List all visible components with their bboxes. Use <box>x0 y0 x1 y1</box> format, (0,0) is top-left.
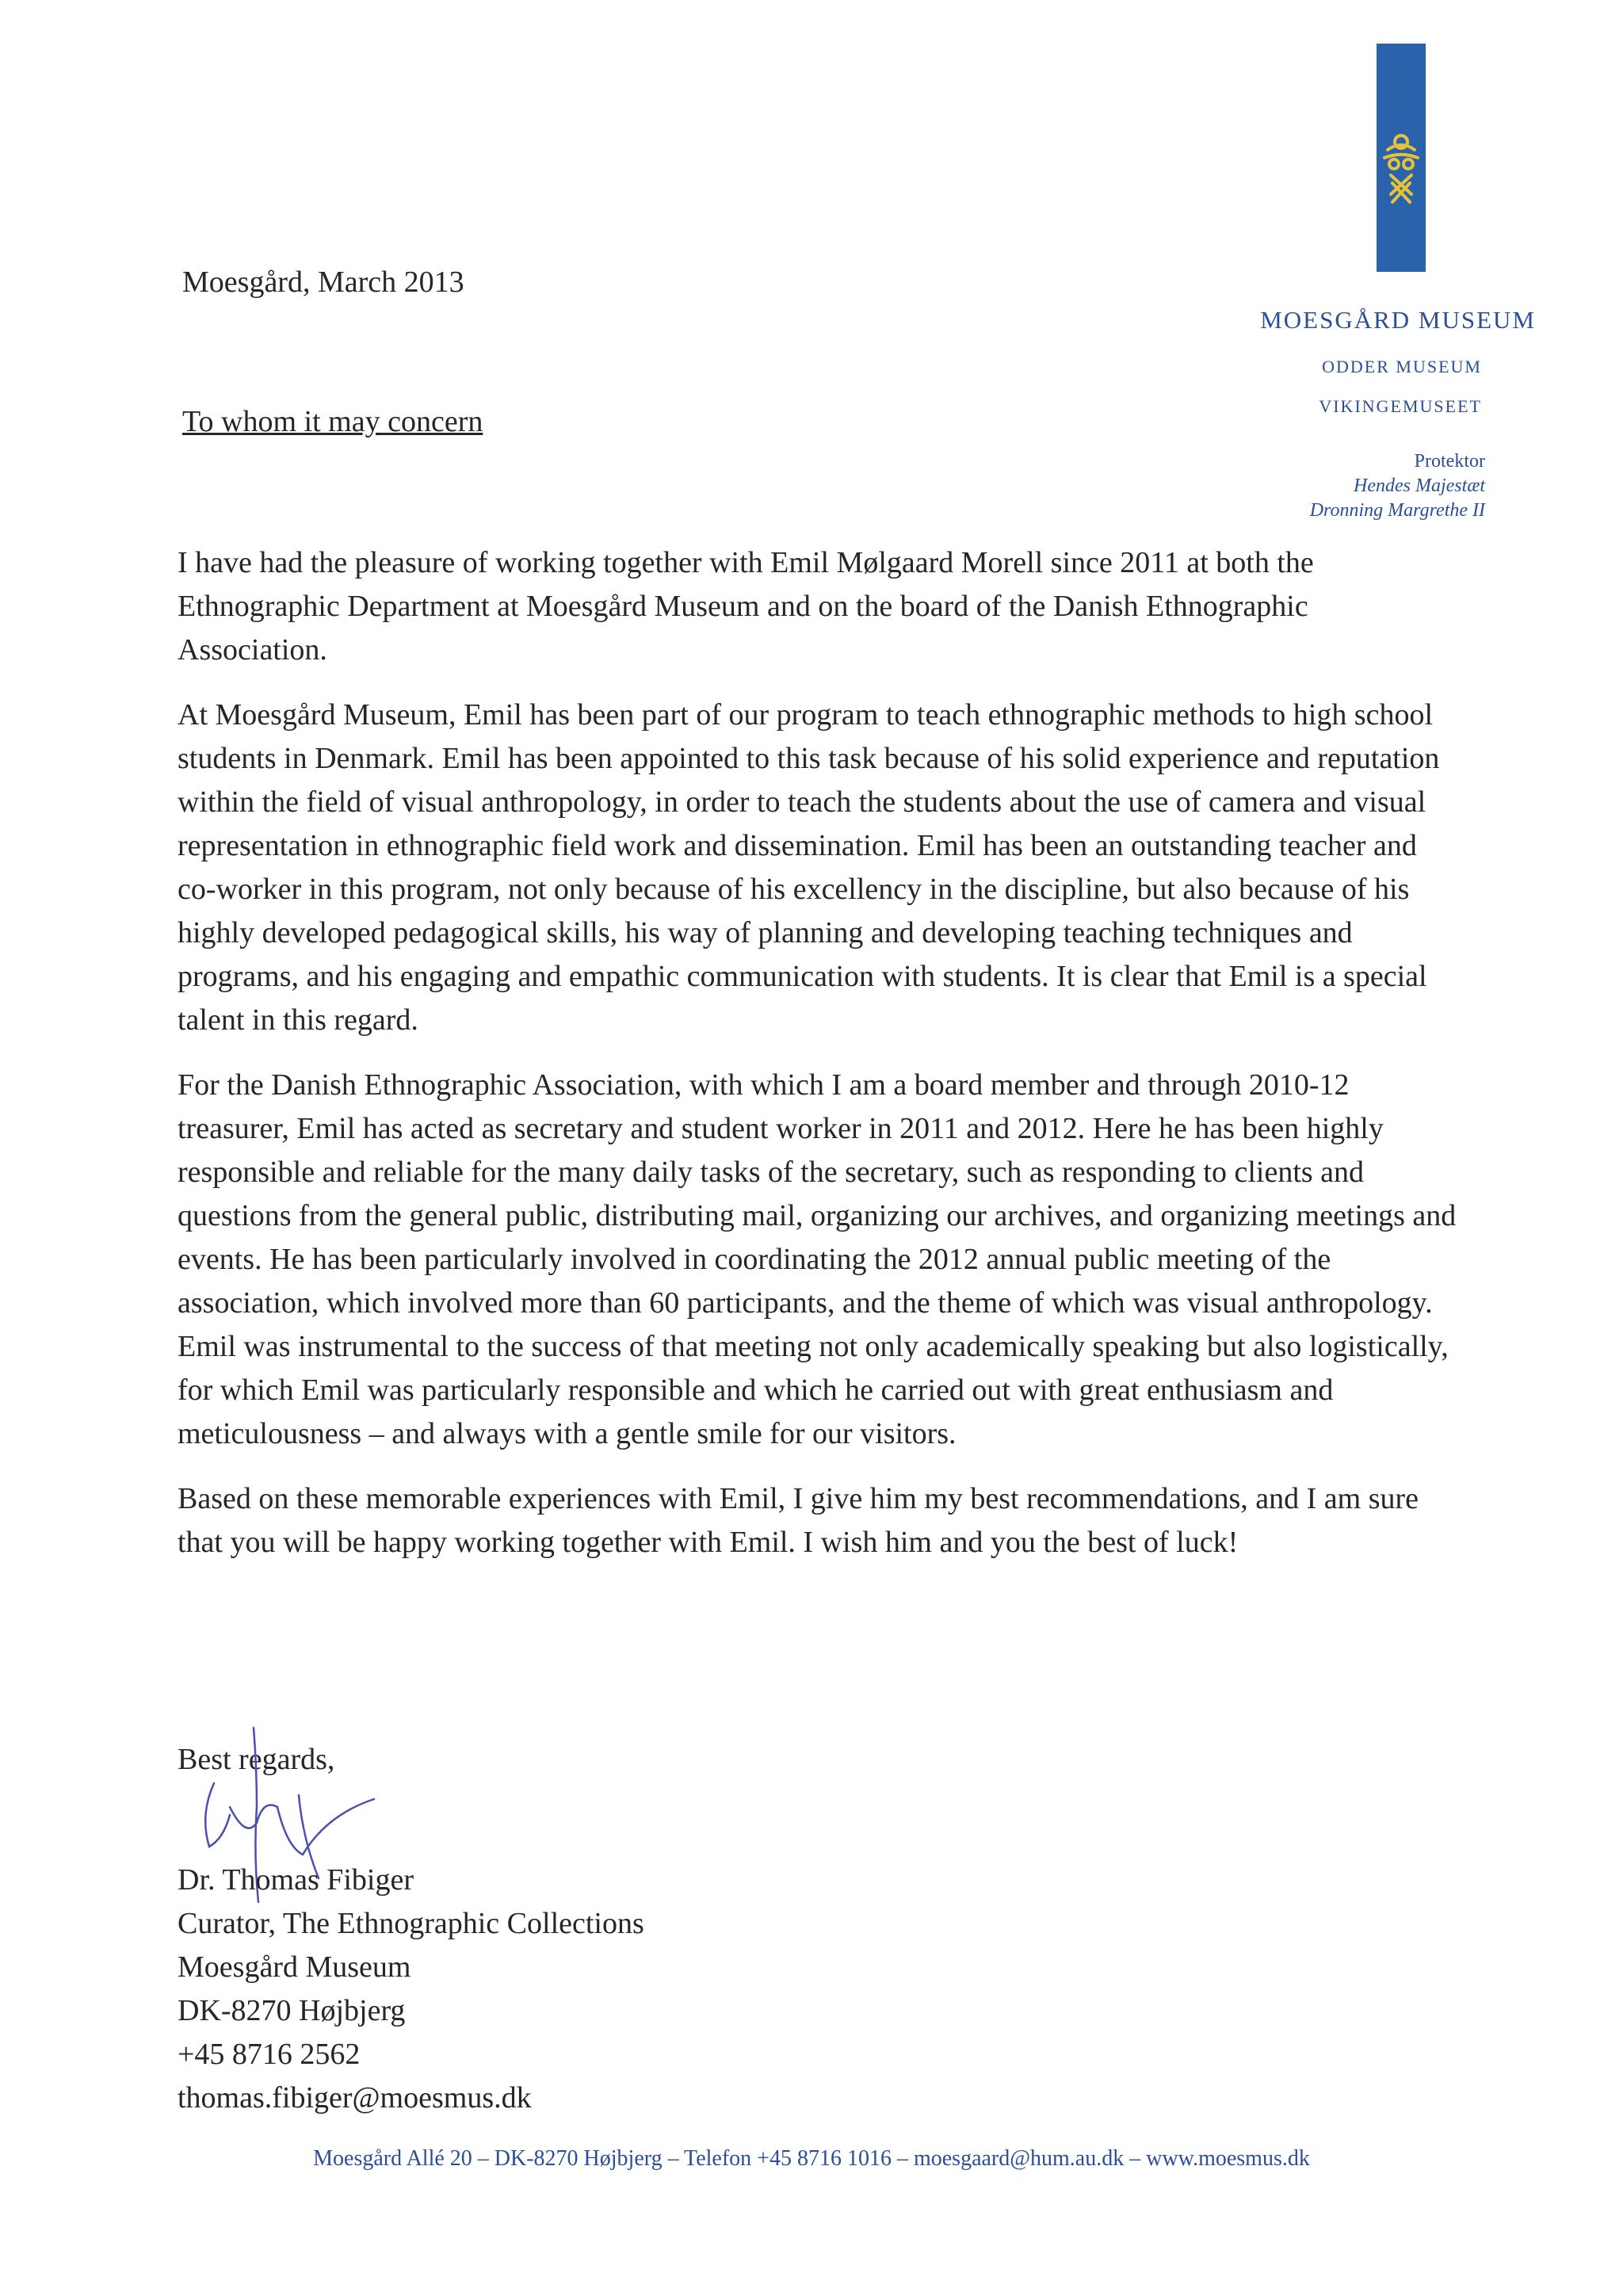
mask-emblem-icon <box>1377 131 1426 210</box>
paragraph-1: I have had the pleasure of working together with Emil Mølgaard Morell since 2011 at both the Ethnographic Department at Moesgård Museum and on the board of the Danish Ethnographic Association. <box>178 546 1314 667</box>
closing: Best regards, <box>178 1743 335 1776</box>
signer-email: thomas.fibiger@moesmus.dk <box>178 2081 532 2115</box>
salutation: To whom it may concern <box>182 405 483 438</box>
museum-name: MOESGÅRD MUSEUM <box>1260 306 1536 334</box>
paragraph-3: For the Danish Ethnographic Association, with which I am a board member and through 2010-12 treasurer, Emil has acted as secretary and student worker in 2011 and 2012. Here he has been highly responsible and reliable for the many daily tasks of the secretary, such as responding to clients and questions from the general public, distributing mail, organizing our archives, and organizing meetings and events. He has been particularly involved in coordinating the 2012 annual public meeting of the association, which involved more than 60 participants, and the theme of which was visual anthropology. Emil was instrumental to the success of that meeting not only academically speaking but also logistically, for which Emil was particularly responsible and which he carried out with great enthusiasm and meticulousness – and always with a gentle smile for our visitors. <box>178 1068 1457 1450</box>
protektor-line-1: Hendes Majestæt <box>1354 476 1485 496</box>
protektor-label: Protektor <box>1414 451 1485 472</box>
paragraph-4: Based on these memorable experiences with Emil, I give him my best recommendations, and I am sure that you will be happy working together with Emil. I wish him and you the best of luck! <box>178 1482 1419 1559</box>
signer-institution: Moesgård Museum <box>178 1950 411 1984</box>
sub-museum-viking: VIKINGEMUSEET <box>1319 396 1482 416</box>
date-line: Moesgård, March 2013 <box>182 266 464 299</box>
letter-body <box>178 541 1461 1586</box>
protektor-block <box>1247 449 1485 523</box>
signer-title: Curator, The Ethnographic Collections <box>178 1907 644 1940</box>
paragraph-2: At Moesgård Museum, Emil has been part of our program to teach ethnographic methods to high school students in Denmark. Emil has been appointed to this task because of his solid experience and reputation within the field of visual anthropology, in order to teach the students about the use of camera and visual representation in ethnographic field work and dissemination. Emil has been an outstanding teacher and co-worker in this program, not only because of his excellency in the discipline, but also because of his highly developed pedagogical skills, his way of planning and developing teaching techniques and programs, and his engaging and empathic communication with students. It is clear that Emil is a special talent in this regard. <box>178 698 1440 1037</box>
letterhead-footer: Moesgård Allé 20 – DK-8270 Højbjerg – Telefon +45 8716 1016 – moesgaard@hum.au.dk – www.moesmus.dk <box>313 2146 1310 2171</box>
signer-phone: +45 8716 2562 <box>178 2038 361 2071</box>
signer-name: Dr. Thomas Fibiger <box>178 1863 414 1897</box>
signature-block <box>178 1859 644 2120</box>
protektor-line-2: Dronning Margrethe II <box>1309 500 1485 521</box>
sub-museum-odder: ODDER MUSEUM <box>1322 357 1482 376</box>
signer-address: DK-8270 Højbjerg <box>178 1994 406 2027</box>
museum-logo <box>1377 44 1426 272</box>
